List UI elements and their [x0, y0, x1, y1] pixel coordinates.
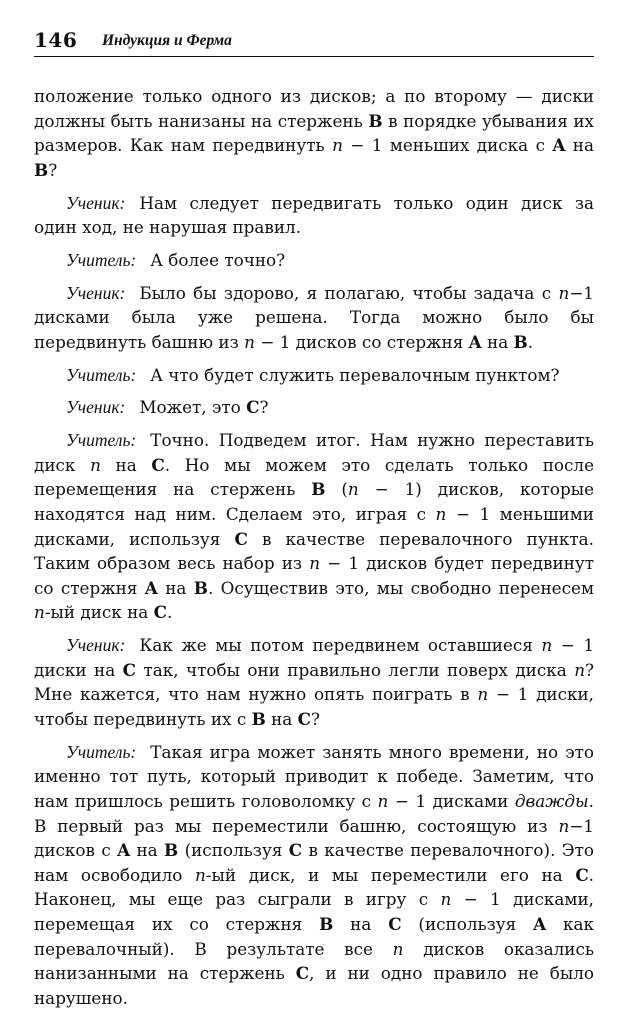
speaker-label: Ученик:: [66, 282, 126, 303]
paragraph-text: А что будет служить перевалочным пунктом?: [150, 364, 560, 385]
running-head: [34, 26, 594, 57]
paragraph-text: Нам следует передвигать только один диск за один ход, не нарушая правил.: [34, 192, 594, 238]
paragraph-text: Как же мы потом передвинем оставшиеся n − 1 диски на C так, чтобы они правильно легли поверх диска n? Мне кажется, что нам нужно опять поиграть в n − 1 диски, чтобы передвинуть их с B на C?: [34, 635, 595, 729]
body-text: [34, 84, 594, 1018]
paragraph-text: Может, это C?: [139, 397, 269, 418]
paragraph: [34, 281, 594, 355]
running-title: Индукция и Ферма: [102, 32, 232, 49]
paragraph: [34, 428, 594, 625]
paragraph-text: Точно. Подведем итог. Нам нужно переставить диск n на C. Но мы можем это сделать только после перемещения на стержень B (n − 1) дисков, которые находятся над ним. Сделаем это, играя с n − 1 меньшими дисками, используя C в качестве перевалочного пункта. Таким образом весь набор из n − 1 дисков будет передвинут со стержня A на B. Осуществив это, мы свободно перенесем n-ый диск на C.: [34, 430, 594, 623]
paragraph: [34, 363, 594, 388]
page-number: 146: [34, 28, 78, 52]
paragraph: [34, 395, 594, 420]
paragraph-text: Такая игра может занять много времени, но это именно тот путь, который приводит к победе. Заметим, что нам пришлось решить головоломку с n − 1 дисками дважды. В первый раз мы переместили башню, состоящую из n−1 дисков с A на B (используя C в качестве перевалочного). Это нам освободило n-ый диск, и мы переместили его на C. Наконец, мы еще раз сыграли в игру с n − 1 дисками, перемещая их со стержня B на C (используя A как перевалочный). В результате все n дисков оказались нанизанными на стержень C, и ни одно правило не было нарушено.: [34, 741, 595, 1008]
paragraph-text: А более точно?: [150, 249, 286, 270]
speaker-label: Ученик:: [66, 397, 126, 418]
speaker-label: Ученик:: [66, 635, 126, 656]
paragraph: [34, 84, 594, 182]
speaker-label: Учитель:: [66, 430, 137, 451]
paragraph: [34, 248, 594, 273]
paragraph-text: положение только одного из дисков; а по второму — диски должны быть нанизаны на стержень B в порядке убывания их размеров. Как нам передвинуть n − 1 меньших диска с A на B?: [34, 86, 594, 180]
paragraph: [34, 633, 594, 731]
paragraph-text: Было бы здорово, я полагаю, чтобы задача с n−1 дисками была уже решена. Тогда можно было бы передвинуть башню из n − 1 дисков со стержня A на B.: [34, 282, 594, 352]
speaker-label: Учитель:: [66, 741, 137, 762]
speaker-label: Ученик:: [66, 192, 126, 213]
paragraph: [34, 740, 594, 1011]
speaker-label: Учитель:: [66, 249, 137, 270]
paragraph: [34, 191, 594, 240]
speaker-label: Учитель:: [66, 364, 137, 385]
